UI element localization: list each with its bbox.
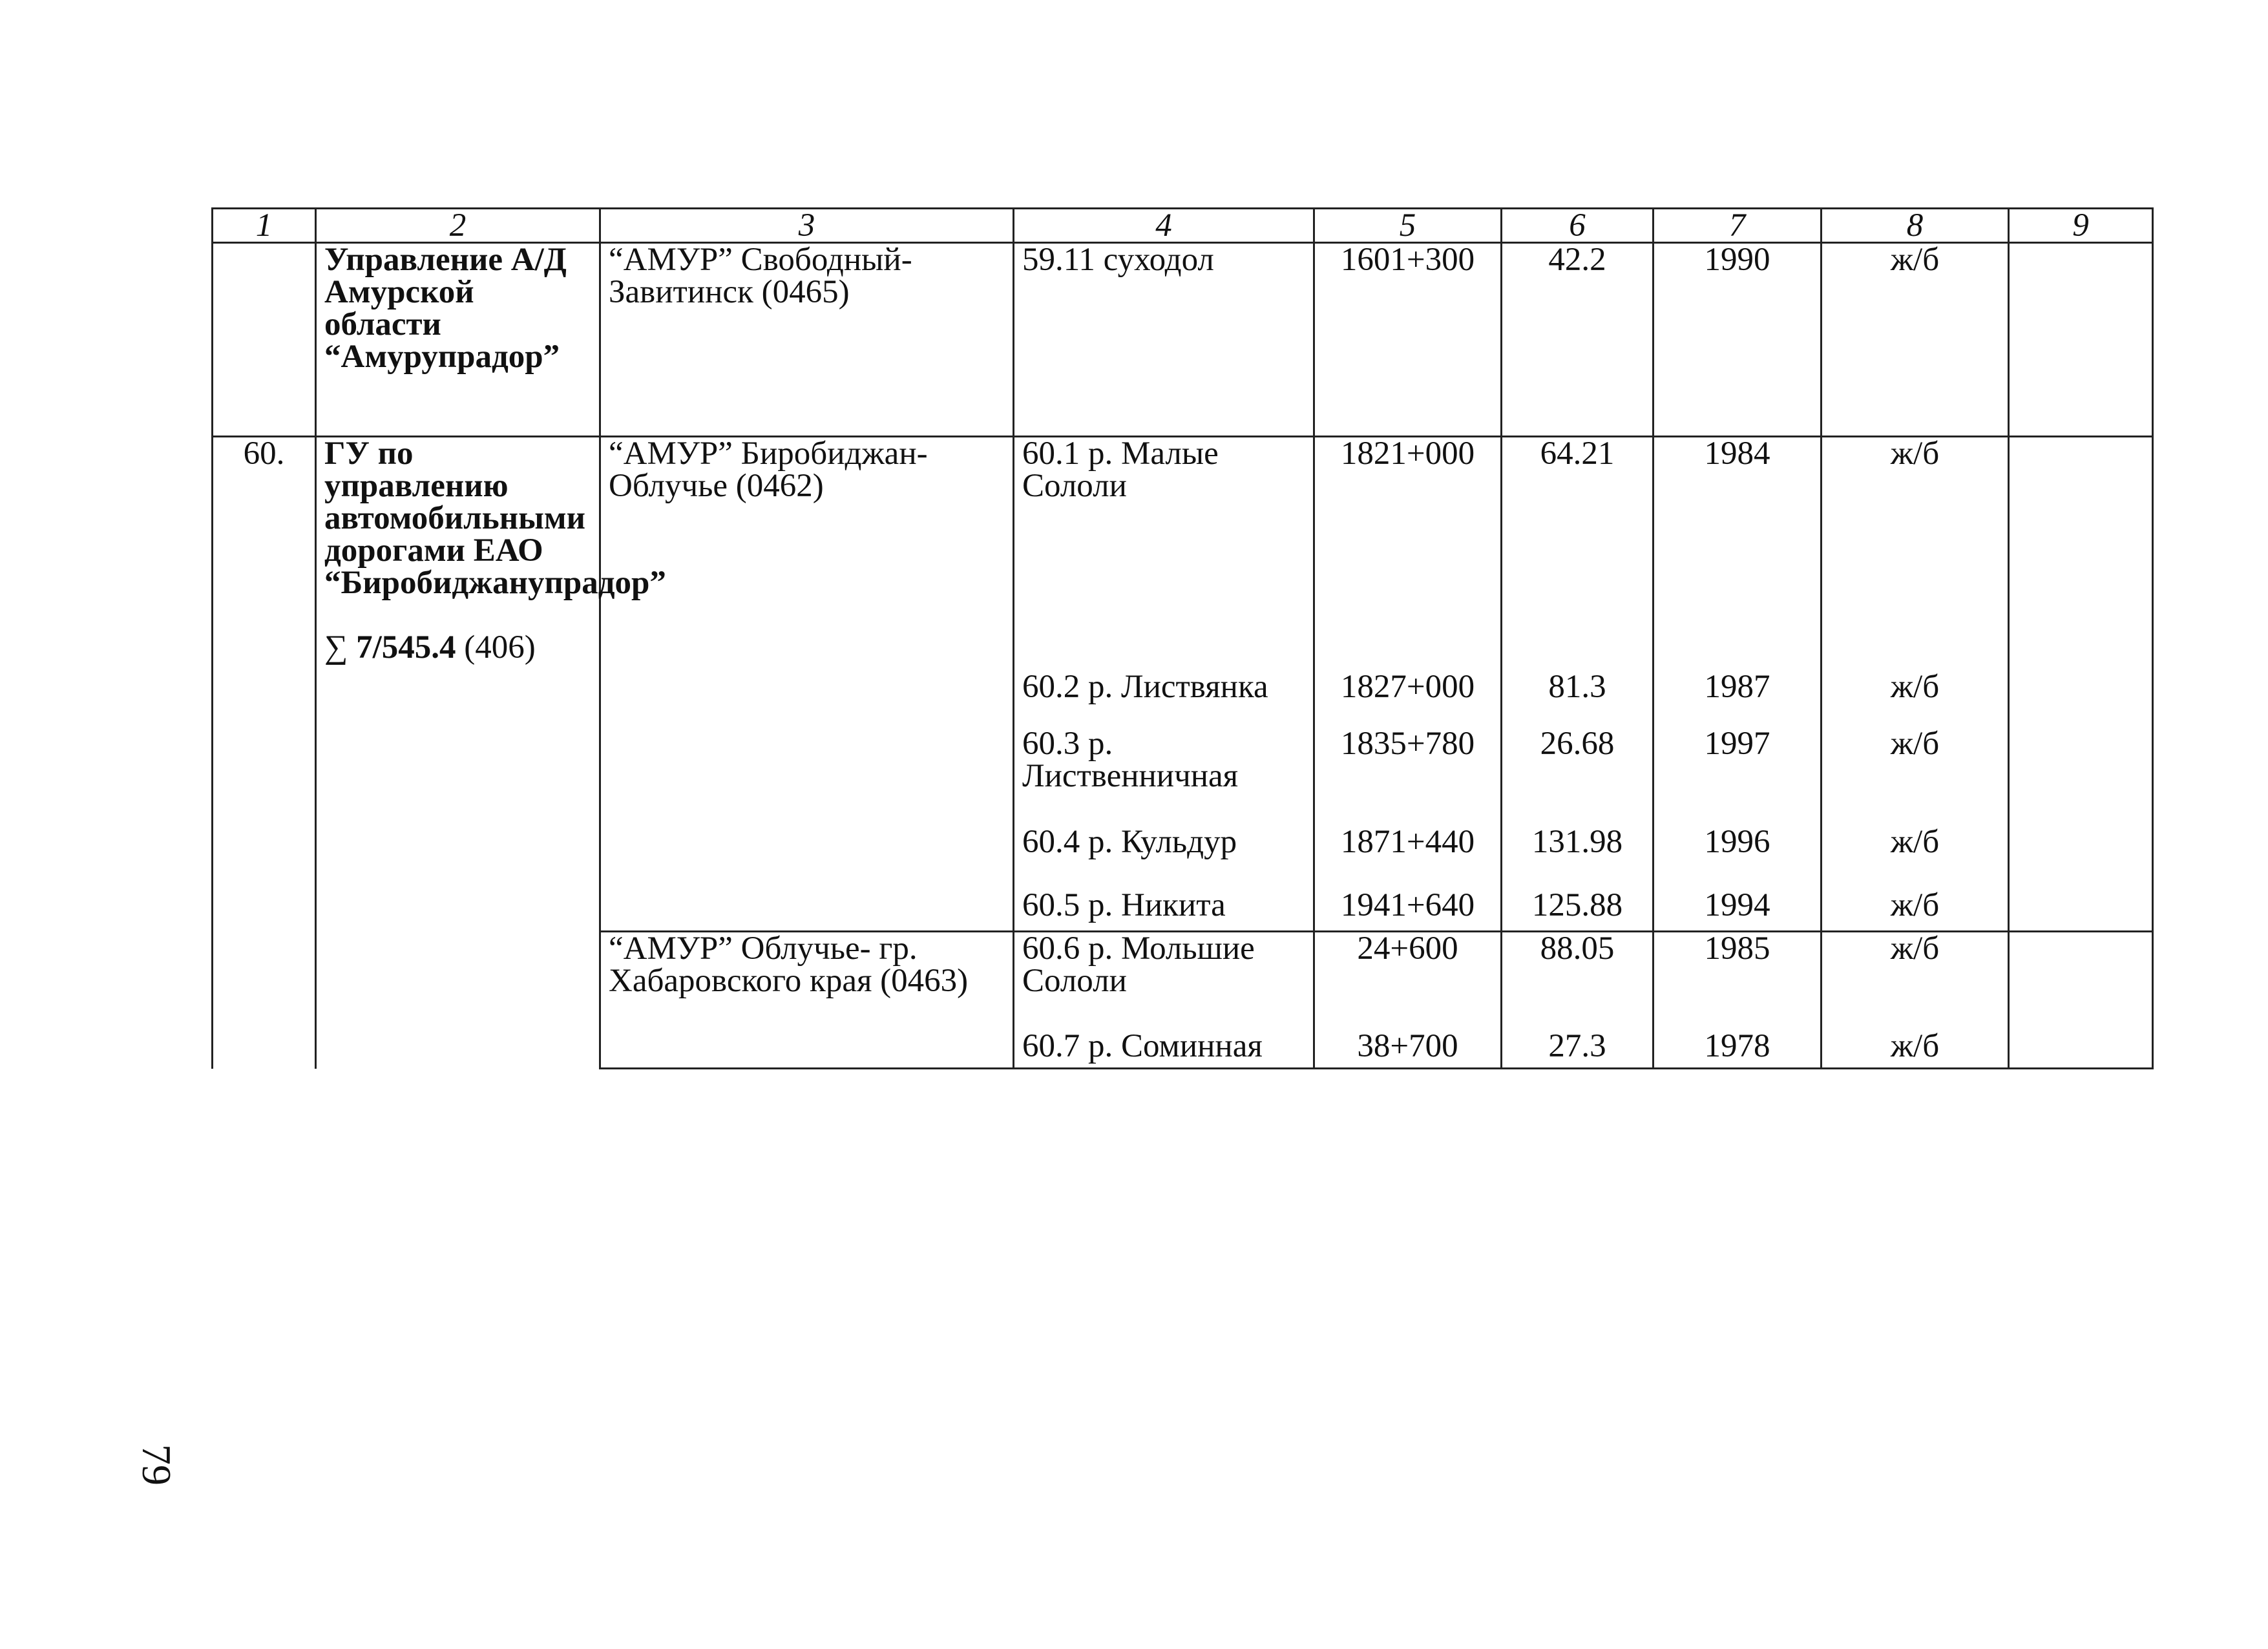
bridge-km: 38+700 (1314, 1030, 1502, 1069)
bridge-year: 1985 (1654, 932, 1822, 1030)
bridge-year: 1994 (1654, 889, 1822, 932)
bridge-length: 64.21 (1502, 437, 1654, 664)
row59-year: 1990 (1654, 243, 1822, 437)
bridge-name: 60.1 р. Малые Сололи (1014, 437, 1314, 664)
bridge-length: 81.3 (1502, 664, 1654, 728)
row60-summary-count: (406) (464, 629, 536, 666)
bridge-km: 1871+440 (1314, 826, 1502, 889)
bridge-length: 88.05 (1502, 932, 1654, 1030)
bridge-length: 26.68 (1502, 728, 1654, 826)
bridge-km: 1821+000 (1314, 437, 1502, 664)
bridge-name: 60.7 р. Соминная (1014, 1030, 1314, 1069)
bridge-year: 1996 (1654, 826, 1822, 889)
bridge-year: 1997 (1654, 728, 1822, 826)
row59-km: 1601+300 (1314, 243, 1502, 437)
bridge-material: ж/б (1822, 1030, 2009, 1069)
table-row (213, 437, 2153, 664)
row59-note (2009, 243, 2153, 437)
bridge-length: 131.98 (1502, 826, 1654, 889)
bridge-length: 125.88 (1502, 889, 1654, 932)
header-col-9: 9 (2009, 209, 2153, 243)
bridge-km: 1835+780 (1314, 728, 1502, 826)
page-number: 79 (134, 1444, 180, 1486)
bridge-km: 1941+640 (1314, 889, 1502, 932)
bridge-length: 27.3 (1502, 1030, 1654, 1069)
row60-organization (316, 436, 666, 1069)
bridges-table (211, 207, 2154, 1069)
row59-bridge: 59.11 суходол (1014, 243, 1314, 437)
header-col-2: 2 (316, 209, 600, 243)
row59-length: 42.2 (1502, 243, 1654, 437)
bridge-material: ж/б (1822, 889, 2009, 932)
bridge-name: 60.4 р. Кульдур (1014, 826, 1314, 889)
bridge-name: 60.6 р. Мольшие Сололи (1014, 932, 1314, 1030)
row60-summary (324, 631, 591, 664)
header-col-4: 4 (1014, 209, 1314, 243)
bridge-material: ж/б (1822, 932, 2009, 1030)
bridge-material: ж/б (1822, 664, 2009, 728)
row59-organization: Управление А/Д Амурской области “Амурупрадор” (316, 243, 600, 437)
row59-material: ж/б (1822, 243, 2009, 437)
bridge-year: 1978 (1654, 1030, 1822, 1069)
bridge-material: ж/б (1822, 728, 2009, 826)
bridge-name: 60.2 р. Листвянка (1014, 664, 1314, 728)
header-col-6: 6 (1502, 209, 1654, 243)
header-col-5: 5 (1314, 209, 1502, 243)
row60-note-a (2009, 437, 2153, 932)
table-row (213, 243, 2153, 437)
row60-note-b (2009, 932, 2153, 1069)
header-col-3: 3 (600, 209, 1014, 243)
bridge-name: 60.5 р. Никита (1014, 889, 1314, 932)
sum-symbol: ∑ (324, 629, 348, 666)
row60-num: 60. (213, 437, 316, 932)
row60-organization-name: ГУ по управлению автомобильными дорогами ЕАО “Биробиджанупрадор” (324, 436, 666, 601)
bridge-km: 24+600 (1314, 932, 1502, 1030)
header-col-8: 8 (1822, 209, 2009, 243)
row59-num (213, 243, 316, 437)
header-col-7: 7 (1654, 209, 1822, 243)
row60-summary-total: 7/545.4 (356, 629, 456, 666)
row60-road-a: “АМУР” Биробиджан-Облучье (0462) (600, 437, 1014, 932)
bridge-year: 1987 (1654, 664, 1822, 728)
row60-road-b: “АМУР” Облучье- гр. Хабаровского края (0463) (600, 932, 1014, 1069)
bridge-name: 60.3 р. Лиственничная (1014, 728, 1314, 826)
row59-road: “АМУР” Свободный-Завитинск (0465) (600, 243, 1014, 437)
row60-num-continued (213, 932, 316, 1069)
bridge-year: 1984 (1654, 437, 1822, 664)
bridge-material: ж/б (1822, 437, 2009, 664)
bridge-km: 1827+000 (1314, 664, 1502, 728)
bridge-material: ж/б (1822, 826, 2009, 889)
table-header-row (213, 209, 2153, 243)
header-col-1: 1 (213, 209, 316, 243)
